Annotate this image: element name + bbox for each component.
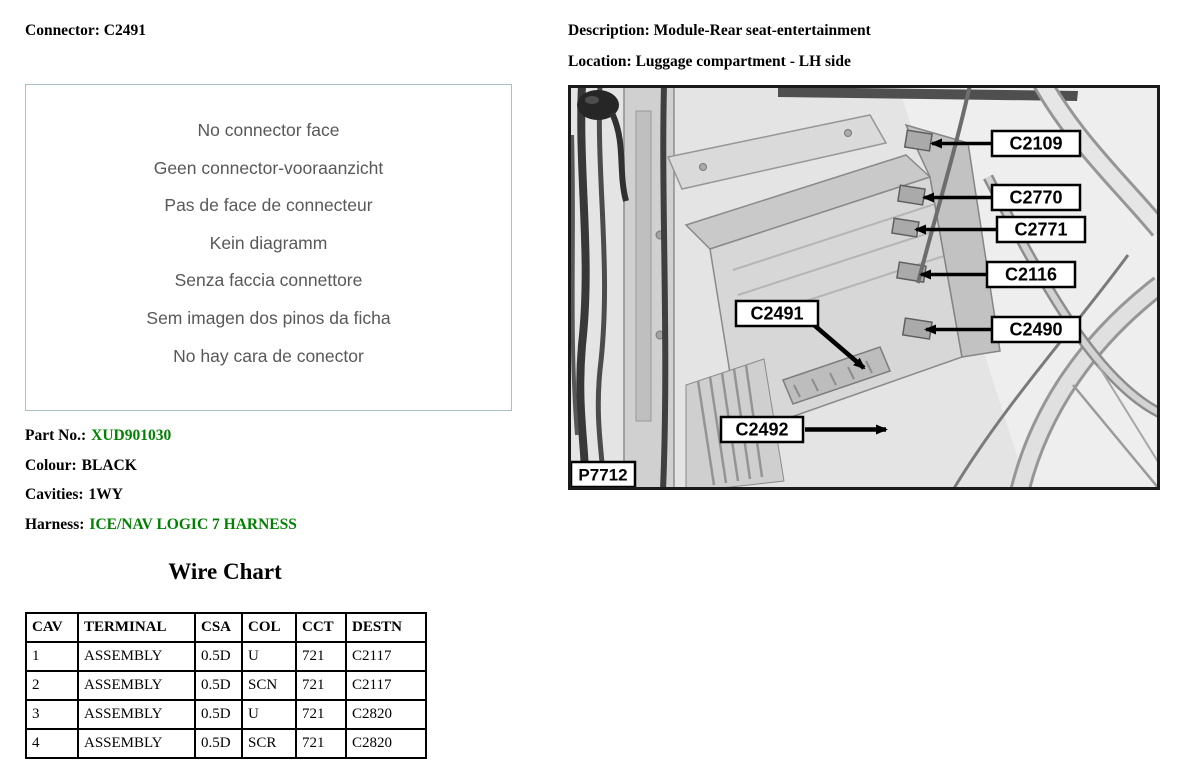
cell-csa: 0.5D	[195, 671, 242, 700]
callout-label: C2116	[1004, 264, 1058, 285]
wire-chart	[25, 612, 427, 759]
cavities-value: 1WY	[88, 486, 123, 504]
cell-destn: C2117	[346, 642, 426, 671]
noface-line-nl: Geen connector-vooraanzicht	[153, 157, 384, 178]
harness-value: ICE/NAV LOGIC 7 HARNESS	[89, 515, 297, 533]
cavities-line	[25, 480, 297, 510]
noface-line-pt: Sem imagen dos pinos da ficha	[146, 307, 391, 328]
cell-destn: C2820	[346, 729, 426, 758]
description-line: Description: Module-Rear seat-entertainment	[568, 22, 871, 39]
connector-details	[25, 421, 297, 539]
noface-line-de: Kein diagramm	[209, 232, 328, 253]
colour-label: Colour:	[25, 456, 77, 474]
wire-chart-title: Wire Chart	[168, 559, 282, 584]
harness-label: Harness:	[25, 515, 85, 533]
callout-c2491	[736, 301, 818, 326]
location-illustration	[568, 85, 1160, 490]
part-no-label: Part No.:	[25, 427, 87, 444]
col-header-destn: DESTN	[346, 613, 426, 642]
cell-cav: 2	[26, 671, 78, 700]
col-header-col: COL	[242, 613, 296, 642]
cell-cav: 4	[26, 729, 78, 758]
cell-col: SCR	[242, 729, 296, 758]
photo-id-label: P7712	[578, 465, 628, 485]
part-no-value: XUD901030	[91, 427, 172, 444]
cell-terminal: ASSEMBLY	[78, 642, 195, 671]
noface-line-en: No connector face	[197, 120, 340, 140]
cell-col: U	[242, 642, 296, 671]
cell-csa: 0.5D	[195, 729, 242, 758]
cell-csa: 0.5D	[195, 642, 242, 671]
callout-c2492	[721, 417, 803, 442]
table-row	[26, 729, 426, 758]
wire-chart-table	[25, 612, 427, 759]
callout-c2116	[987, 262, 1075, 287]
cell-col: SCN	[242, 671, 296, 700]
cell-cct: 721	[296, 729, 346, 758]
callout-label: C2109	[1009, 133, 1063, 154]
cell-terminal: ASSEMBLY	[78, 671, 195, 700]
page-title-connector: Connector: C2491	[25, 22, 146, 39]
part-no-line	[25, 421, 297, 451]
callout-c2771	[997, 217, 1085, 242]
table-row	[26, 642, 426, 671]
table-row	[26, 700, 426, 729]
cell-terminal: ASSEMBLY	[78, 729, 195, 758]
colour-value: BLACK	[81, 456, 137, 474]
cell-cav: 1	[26, 642, 78, 671]
noface-line-it: Senza faccia connettore	[174, 270, 363, 291]
cell-csa: 0.5D	[195, 700, 242, 729]
location-photo	[568, 85, 1160, 490]
callout-label: C2770	[1009, 187, 1063, 208]
no-connector-face-box	[25, 84, 512, 411]
callout-c2770	[992, 185, 1080, 210]
noface-line-es: No hay cara de conector	[173, 345, 364, 366]
location-line: Location: Luggage compartment - LH side	[568, 53, 851, 70]
colour-line	[25, 451, 297, 481]
noface-line-fr: Pas de face de connecteur	[164, 195, 373, 216]
cell-cct: 721	[296, 642, 346, 671]
callout-label: C2771	[1014, 219, 1068, 240]
cavities-label: Cavities:	[25, 486, 84, 504]
col-header-terminal: TERMINAL	[78, 613, 195, 642]
callout-label: C2491	[750, 303, 804, 324]
table-row	[26, 671, 426, 700]
callout-label: C2490	[1009, 319, 1063, 340]
cell-destn: C2117	[346, 671, 426, 700]
callout-c2109	[992, 131, 1080, 156]
cell-cct: 721	[296, 700, 346, 729]
cell-terminal: ASSEMBLY	[78, 700, 195, 729]
col-header-cct: CCT	[296, 613, 346, 642]
cell-destn: C2820	[346, 700, 426, 729]
callout-label: C2492	[735, 419, 789, 440]
cell-cct: 721	[296, 671, 346, 700]
harness-line	[25, 510, 297, 540]
photo-id-badge	[571, 462, 635, 487]
col-header-csa: CSA	[195, 613, 242, 642]
table-header-row	[26, 613, 426, 642]
cell-col: U	[242, 700, 296, 729]
col-header-cav: CAV	[26, 613, 78, 642]
callout-c2490	[992, 317, 1080, 342]
cell-cav: 3	[26, 700, 78, 729]
